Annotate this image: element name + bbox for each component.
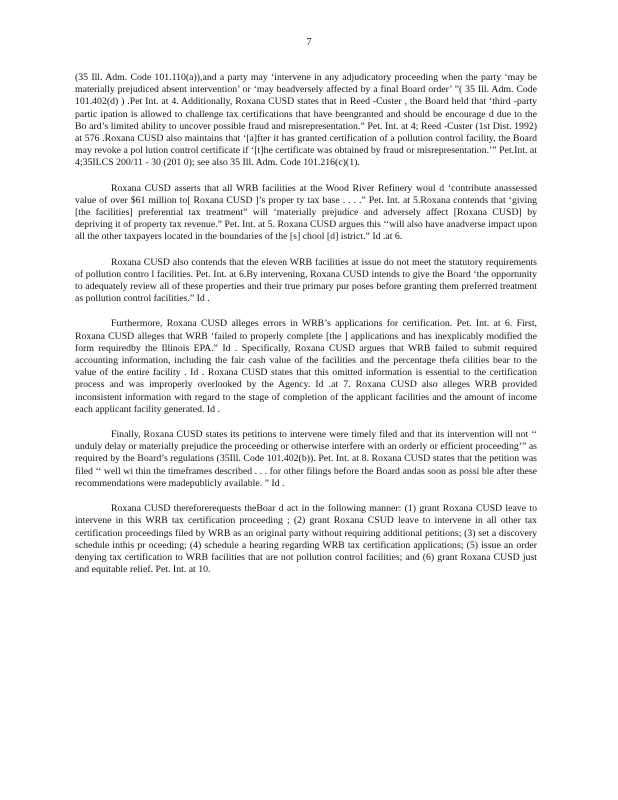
- paragraph-statutory-requirements: Roxana CUSD also contends that the eleven WRB facilities at issue do not meet the statutory requirements of pollution contro l facilities. Pet. Int. at 6.By intervening, Roxana CUSD intends to give the Board ‘the opportunity to adequately review all of these properties and their true primary pur poses before granting them preferred treatment as pollution control facilities.” Id .: [75, 256, 537, 305]
- document-body: [75, 72, 537, 589]
- paragraph-application-errors: Furthermore, Roxana CUSD alleges errors in WRB’s applications for certification. Pet. Int. at 6. First, Roxana CUSD alleges that WRB ‘failed to properly complete [the ] applications and has inexplicably modified the form requiredby the Illinois EPA.” Id . Specifically, Roxana CUSD argues that WRB failed to submit required accounting information, including the fair cash value of the facilities and the percentage thefa cilities bear to the value of the entire facility . Id . Roxana CUSD states that this omitted information is essential to the certification process and was improperly overlooked by the Agency. Id .at 7. Roxana CUSD also alleges WRB provided inconsistent information with regard to the stage of completion of the applicant facilities and the amount of income each applicant facility generated. Id .: [75, 318, 537, 415]
- paragraph-tax-base-argument: Roxana CUSD asserts that all WRB facilities at the Wood River Refinery woul d ‘contribute anassessed value of over $61 million to[ Roxana CUSD ]’s proper ty tax base . . . .” Pet. Int. at 5.Roxana contends that ‘giving [the facilities] preferential tax treatment” will ‘materially prejudice and adversely affect [Roxana CUSD] by depriving it of property tax revenue.” Pet. Int. at 5. Roxana CUSD argues this ‘‘will also have anadverse impact upon all the other taxpayers located in the boundaries of the [s] chool [d] istrict.” Id .at 6.: [75, 182, 537, 243]
- paragraph-intervention-standard: (35 Ill. Adm. Code 101.110(a)),and a party may ‘intervene in any adjudicatory proceeding when the party ‘may be materially prejudiced absent intervention’ or ‘may beadversely affected by a final Board order’ ”( 35 Ill. Adm. Code 101.402(d) ) .Pet Int. at 4. Additionally, Roxana CUSD states that in Reed -Custer , the Board held that ‘third -party partic ipation is allowed to challenge tax certifications that have beengranted and should be encourage d due to the Bo ard’s limited ability to uncover possible fraud and misrepresentation.” Pet. Int. at 4; Reed -Custer (1st Dist. 1992) at 576 .Roxana CUSD also maintains that ‘[a]fter it has granted certification of a pollution control facility, the Board may revoke a pol lution control certificate if ‘[t]he certificate was obtained by fraud or misrepresentation.’” Pet.Int. at 4;35ILCS 200/11 - 30 (201 0); see also 35 Ill. Adm. Code 101.216(c)(1).: [75, 72, 537, 169]
- paragraph-timeliness: Finally, Roxana CUSD states its petitions to intervene were timely filed and that its intervention will not ‘‘ unduly delay or materially prejudice the proceeding or otherwise interfere with an orderly or efficient proceeding’” as required by the Board’s regulations (35Ill. Code 101.402(b)). Pet. Int. at 8. Roxana CUSD states that the petition was filed ‘‘ well wi thin the timeframes described . . . for other filings before the Board andas soon as possi ble after these recommendations were madepublicly available. ” Id .: [75, 429, 537, 489]
- page-number: 7: [306, 37, 312, 48]
- paragraph-requested-relief: Roxana CUSD thereforerequests theBoar d act in the following manner: (1) grant Roxana CUSD leave to intervene in this WRB tax certification proceeding ; (2) grant Roxana CSUD leave to intervene in all other tax certification proceedings filed by WRB as an original party without requiring additional petitions; (3) set a discovery schedule inthis pr oceeding; (4) schedule a hearing regarding WRB tax certification applications; (5) issue an order denying tax certification to WRB facilities that are not pollution control facilities; and (6) grant Roxana CUSD just and equitable relief. Pet. Int. at 10.: [75, 503, 537, 576]
